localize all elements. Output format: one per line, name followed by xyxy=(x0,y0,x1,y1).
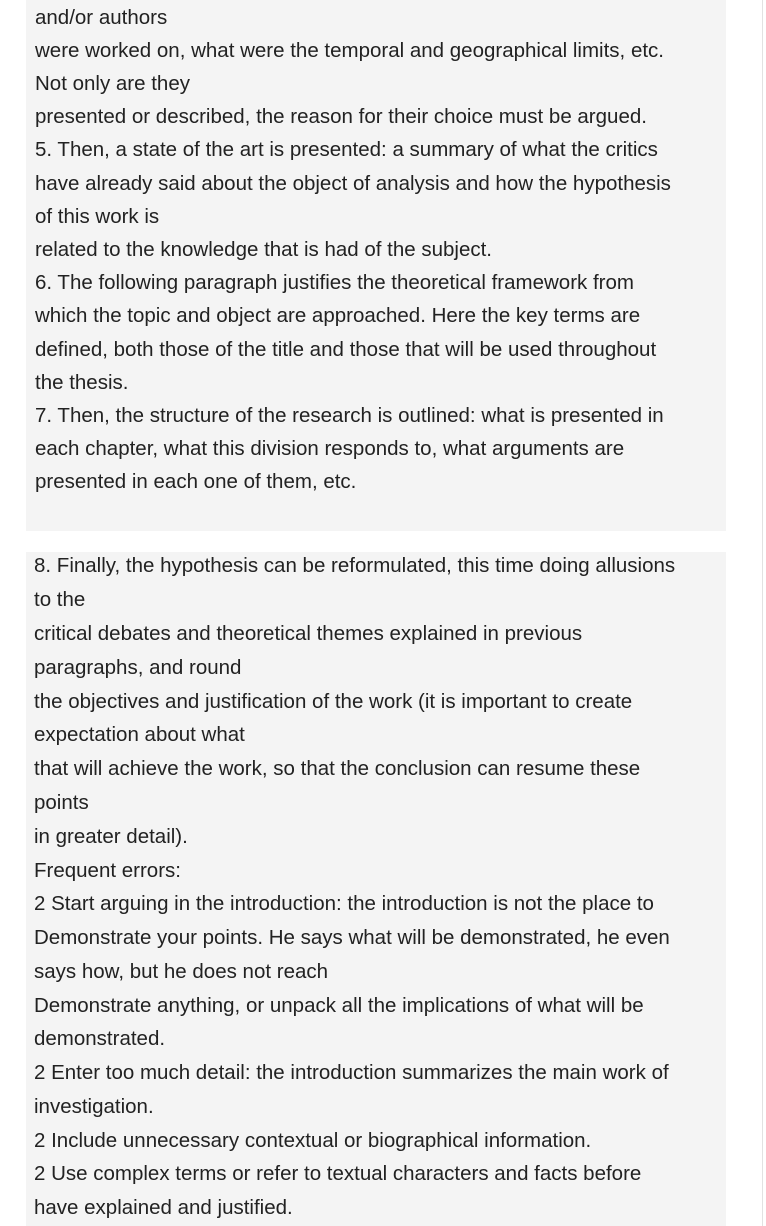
text-block-upper xyxy=(26,0,726,531)
text-line: the objectives and justification of the work (it is important to create xyxy=(34,690,633,713)
text-line: 8. Finally, the hypothesis can be reformulated, this time doing allusions xyxy=(34,554,676,577)
text-line: Demonstrate anything, or unpack all the implications of what will be xyxy=(34,994,644,1017)
text-line: expectation about what xyxy=(34,723,245,746)
text-line: each chapter, what this division responds to, what arguments are xyxy=(35,437,625,460)
text-line: critical debates and theoretical themes explained in previous xyxy=(34,622,583,645)
text-line: 5. Then, a state of the art is presented: a summary of what the critics xyxy=(35,138,658,161)
text-line: of this work is xyxy=(35,205,160,228)
text-line: Demonstrate your points. He says what will be demonstrated, he even xyxy=(34,926,670,949)
text-line: investigation. xyxy=(34,1095,154,1118)
text-line: have already said about the object of analysis and how the hypothesis xyxy=(35,172,671,195)
text-line: demonstrated. xyxy=(34,1027,166,1050)
text-block-lower xyxy=(26,552,726,1226)
text-line: 2 Include unnecessary contextual or biographical information. xyxy=(34,1129,592,1152)
page-edge-divider xyxy=(762,0,763,1226)
text-line: the thesis. xyxy=(35,371,129,394)
text-line: in greater detail). xyxy=(34,825,188,848)
text-line: 7. Then, the structure of the research is outlined: what is presented in xyxy=(35,404,664,427)
text-line: to the xyxy=(34,588,86,611)
text-line: were worked on, what were the temporal and geographical limits, etc. xyxy=(35,39,664,62)
text-line: presented in each one of them, etc. xyxy=(35,470,357,493)
text-line: presented or described, the reason for their choice must be argued. xyxy=(35,105,647,128)
text-line: defined, both those of the title and those that will be used throughout xyxy=(35,338,657,361)
text-line: 2 Enter too much detail: the introduction summarizes the main work of xyxy=(34,1061,669,1084)
text-line: 2 Use complex terms or refer to textual characters and facts before xyxy=(34,1162,642,1185)
text-line: says how, but he does not reach xyxy=(34,960,329,983)
text-line: points xyxy=(34,791,89,814)
text-line: which the topic and object are approached. Here the key terms are xyxy=(35,304,641,327)
text-line: Not only are they xyxy=(35,72,190,95)
text-line: have explained and justified. xyxy=(34,1196,293,1219)
text-line: 2 Start arguing in the introduction: the introduction is not the place to xyxy=(34,892,654,915)
text-line: 6. The following paragraph justifies the theoretical framework from xyxy=(35,271,634,294)
text-line: Frequent errors: xyxy=(34,859,181,882)
text-line: and/or authors xyxy=(35,6,168,29)
text-line: that will achieve the work, so that the conclusion can resume these xyxy=(34,757,641,780)
text-line: related to the knowledge that is had of the subject. xyxy=(35,238,492,261)
text-line: paragraphs, and round xyxy=(34,656,242,679)
